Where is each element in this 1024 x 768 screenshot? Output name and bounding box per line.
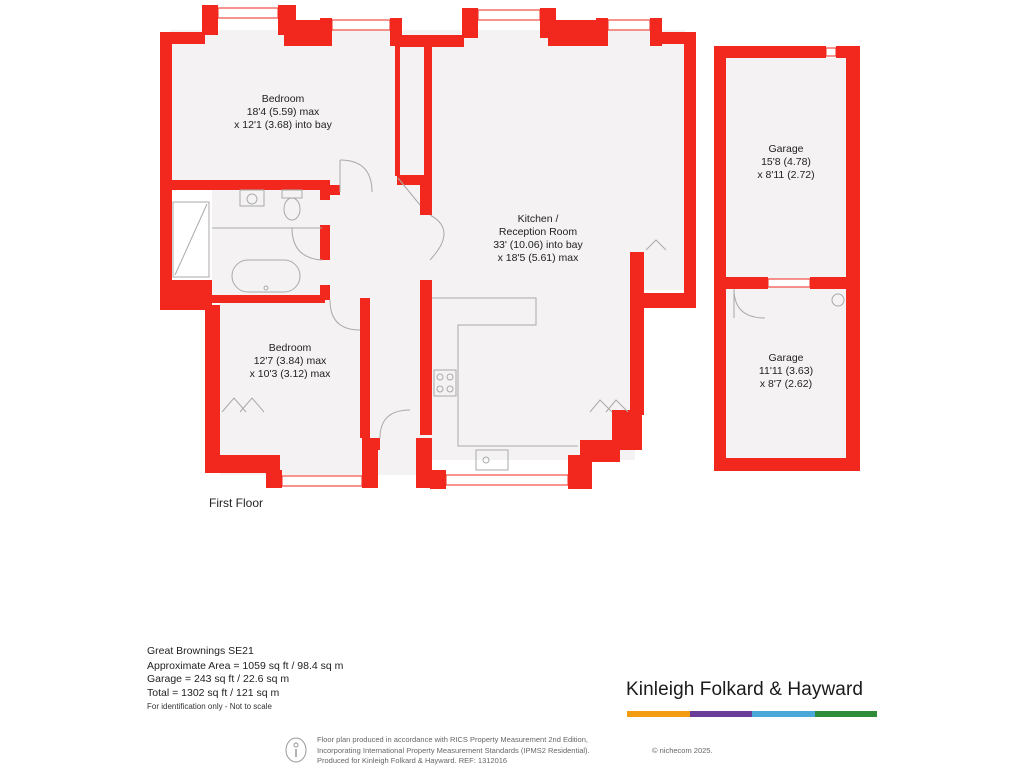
room-dimension-2: x 10'3 (3.12) max	[249, 368, 331, 380]
footer-line-2: Incorporating International Property Measurement Standards (IPMS2 Residential).	[317, 745, 590, 755]
room-dimension-1: 15'8 (4.78)	[761, 156, 811, 168]
room-name-2: Reception Room	[498, 226, 578, 238]
brand-bar-segment	[815, 711, 878, 717]
room-label-bedroom-2	[225, 342, 355, 381]
room-label-bedroom-1	[218, 93, 348, 132]
room-name: Bedroom	[268, 342, 312, 354]
approx-area: Approximate Area = 1059 sq ft / 98.4 sq m	[147, 659, 344, 672]
total-area: Total = 1302 sq ft / 121 sq m	[147, 686, 280, 699]
brand-bar-segment	[627, 711, 690, 717]
floor-label: First Floor	[209, 496, 263, 510]
brand-color-bar	[627, 711, 877, 717]
room-label-kitchen	[468, 213, 608, 265]
brand-bar-segment	[752, 711, 815, 717]
room-dimension-1: 11'11 (3.63)	[758, 365, 814, 377]
room-name: Garage	[768, 352, 804, 364]
copyright: © nichecom 2025.	[652, 746, 713, 755]
room-dimension-1: 33' (10.06) into bay	[493, 239, 583, 251]
room-dimension-2: x 18'5 (5.61) max	[497, 252, 579, 264]
info-icon	[285, 737, 307, 763]
room-dimension-1: 18'4 (5.59) max	[246, 106, 320, 118]
footer-text	[317, 735, 590, 767]
room-dimension-1: 12'7 (3.84) max	[253, 355, 327, 367]
room-name: Kitchen /	[517, 213, 559, 225]
footer-line-1: Floor plan produced in accordance with RICS Property Measurement 2nd Edition,	[317, 735, 588, 744]
room-name: Garage	[768, 143, 804, 155]
garage-area: Garage = 243 sq ft / 22.6 sq m	[147, 673, 290, 685]
brand-name: Kinleigh Folkard & Hayward	[626, 679, 864, 700]
room-label-garage-1	[736, 143, 836, 182]
room-label-garage-2	[736, 352, 836, 391]
footer-line-3: Produced for Kinleigh Folkard & Hayward. REF: 1312016	[317, 756, 508, 765]
property-address: Great Brownings SE21	[147, 645, 254, 657]
room-name: Bedroom	[261, 93, 305, 105]
room-dimension-2: x 8'7 (2.62)	[759, 378, 813, 390]
room-dimension-2: x 8'11 (2.72)	[757, 169, 815, 181]
property-info	[147, 645, 343, 714]
disclaimer: For identification only - Not to scale	[147, 702, 272, 711]
room-dimension-2: x 12'1 (3.68) into bay	[234, 119, 332, 131]
brand-bar-segment	[690, 711, 753, 717]
